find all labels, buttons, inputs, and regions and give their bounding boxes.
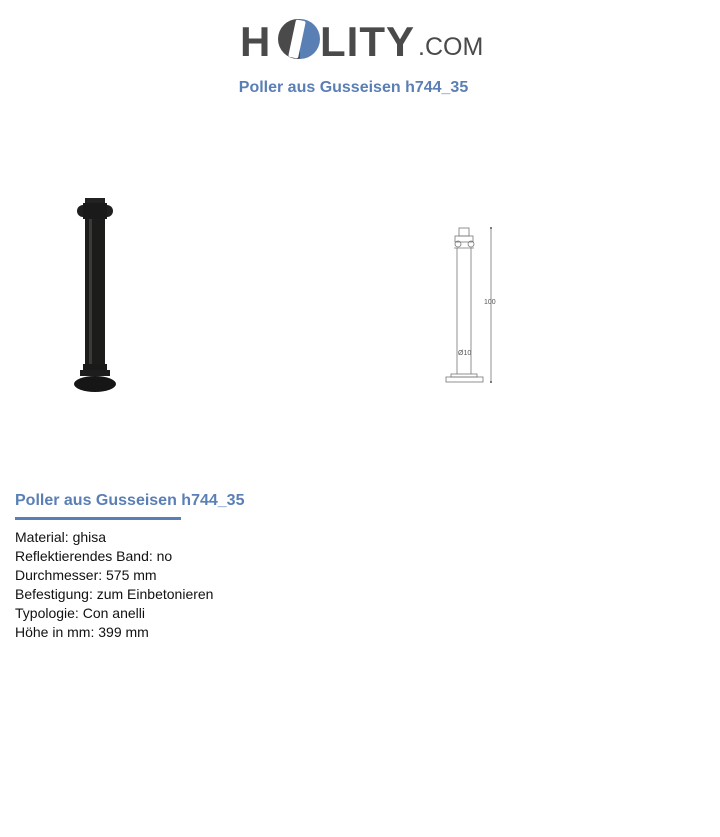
spec-material: Material: ghisa <box>15 529 107 545</box>
holity-logo[interactable] <box>240 10 485 68</box>
title-underline <box>15 517 181 520</box>
technical-drawing <box>440 224 500 388</box>
logo-letter-h: H <box>240 18 272 65</box>
logo-letters-lity: LITY <box>320 18 415 65</box>
product-title: Poller aus Gusseisen h744_35 <box>15 492 245 509</box>
drawing-height-label: 100 <box>484 299 496 306</box>
bollard-photo <box>70 196 120 396</box>
spec-fixing: Befestigung: zum Einbetonieren <box>15 586 214 602</box>
page-title: Poller aus Gusseisen h744_35 <box>238 79 469 96</box>
logo-com: .COM <box>418 33 484 61</box>
spec-diameter: Durchmesser: 575 mm <box>15 567 157 583</box>
spec-height: Höhe in mm: 399 mm <box>15 624 149 640</box>
drawing-diameter-label: Ø10 <box>458 350 472 357</box>
spec-list <box>15 528 213 642</box>
logo-o-icon <box>276 14 320 64</box>
spec-reflective-band: Reflektierendes Band: no <box>15 548 173 564</box>
spec-typology: Typologie: Con anelli <box>15 605 145 621</box>
